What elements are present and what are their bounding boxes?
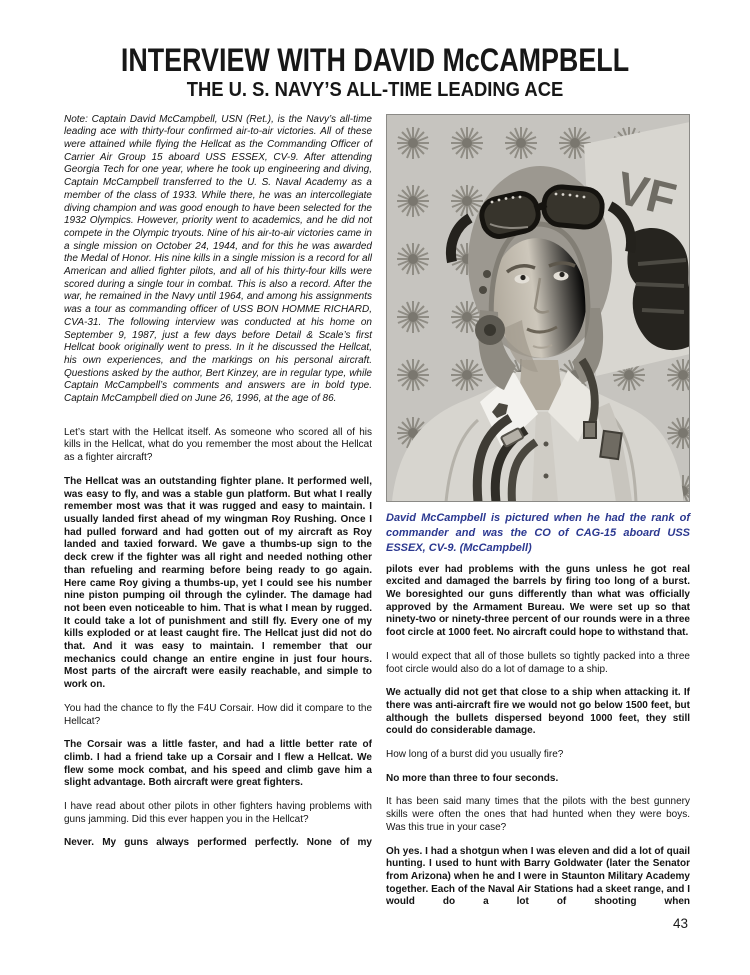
portrait-figure — [386, 114, 690, 556]
intro-note: Note: Captain David McCampbell, USN (Ret.), is the Navy’s all-time leading ace with thirty-four confirmed air-to-air victories. All of these were attained while flying the Hellcat as the Commanding Officer of Carrier Air Group 15 aboard USS ESSEX, CV-9. After attending Georgia Tech for one year, where he took up engineering and diving, Captain McCampbell transferred to the U. S. Naval Academy as a member of the class of 1933. While there, he was an intercollegiate diving champion and was good enough to have been selected for the 1932 Olympics. However, priority went to academics, and he did not compete in the Olympic tryouts. Nine of his air-to-air victories came in a single mission on October 24, 1944, and for this he was awarded the Medal of Honor. His nine kills in a single mission is a record for all American and allied fighter pilots, and all of his thirty-four kills were scored during a single tour in combat. This is also a record. After the war, he remained in the Navy until 1964, and among his assignments was a tour as commanding officer of USS BON HOMME RICHARD, CVA-31. The following interview was conducted at his home on September 9, 1987, just a few days before Detail & Scale’s first Hellcat book originally went to press. In it he discussed the Hellcat, his own experiences, and the markings on his personal aircraft. Questions asked by the author, Bert Kinzey, are in regular type, while Captain McCampbell’s comments and answers are in bold type. Captain McCampbell died on June 26, 1996, at the age of 86. — [64, 113, 372, 405]
interview-answer: No more than three to four seconds. — [386, 772, 559, 784]
interview-answer: We actually did not get that close to a ship when attacking it. If there was anti-aircraft fire we would not go below 1500 feet, but although the bullets dispersed beyond 1000 feet, they still could do considerable damage. — [386, 687, 690, 737]
photo-caption: David McCampbell is pictured when he had the rank of commander and was the CO of CAG-15 aboard USS ESSEX, CV-9. (McCampbell) — [386, 511, 690, 554]
interview-question: You had the chance to fly the F4U Corsair. How did it compare to the Hellcat? — [64, 702, 372, 727]
page-subtitle: THE U. S. NAVY’S ALL-TIME LEADING ACE — [186, 78, 564, 101]
article-columns — [64, 114, 750, 920]
interview-question: How long of a burst did you usually fire? — [386, 749, 564, 761]
interview-answer: Oh yes. I had a shotgun when I was eleven and did a lot of quail hunting. I used to hunt with Barry Goldwater (later the Senator from Arizona) when he and I were in Staunton Military Academy together. Each of the Naval Air Stations had a skeet range, and I would do a lot of shooting when — [386, 845, 690, 908]
interview-question: Let’s start with the Hellcat itself. As someone who scored all of his kills in the Hellcat, what do you remember the most about the Hellcat as a fighter aircraft? — [64, 426, 372, 464]
interview-question: It has been said many times that the pilots with the best gunnery skills were often the ones that had hunted when they were boys. Was this true in your case? — [386, 796, 690, 833]
right-column — [386, 114, 690, 920]
page-number: 43 — [672, 916, 688, 931]
interview-answer: pilots ever had problems with the guns unless he got real excited and damaged the barrels by firing too long of a burst. We boresighted our guns differently than what was officially approved by the Armament Bureau. We were set up so that ninety-two or ninety-three percent of our rounds were in a three foot circle at 1000 feet. No aircraft could hope to withstand that. — [386, 563, 690, 639]
svg-text:VF: VF — [611, 160, 682, 226]
interview-question: I have read about other pilots in other fighters having problems with guns jamming. Did this ever happen you in the Hellcat? — [64, 801, 372, 825]
interview-answer: The Hellcat was an outstanding fighter plane. It performed well, was easy to fly, and was a stable gun platform. But what I really remember most was that it was rugged and easy to maintain. I usually landed first ahead of my wingman Roy Rushing. Once I had pulled forward and had gotten out of my aircraft as Roy landed and taxied forward. We gave a thumbs-up sign to the deck crew if the fighter was all right and needed nothing other than refueling and rearming before being ready to go again. Here came Roy giving a thumbs-up, yet I could see his number nine piston pumping oil through the cylinder. The damage had not been even noticeable to him. That is what I mean by rugged. It could take a lot of punishment and still fly. Every one of my kills exploded or at least caught fire. The Hellcat just did not do that. And it was easy to maintain. I remember that our mechanics could change an entire engine in just four hours. Most parts of the aircraft were easily reachable, and simple to work on. — [64, 475, 372, 691]
interview-answer: Never. My guns always performed perfectly. None of my — [64, 837, 372, 849]
left-column — [64, 114, 372, 920]
interview-answer: The Corsair was a little faster, and had a little better rate of climb. I had a friend take up a Corsair and I flew a Hellcat. We flew some mock combat, and his speed and climb gave him a slight advantage. Both aircraft were great fighters. — [64, 739, 372, 789]
page-title: INTERVIEW WITH DAVID McCAMPBELL — [120, 42, 630, 78]
mccampbell-portrait-photo — [386, 114, 690, 502]
interview-question: I would expect that all of those bullets so tightly packed into a three foot circle would also do a lot of damage to a ship. — [386, 650, 690, 675]
page-header — [0, 0, 750, 101]
